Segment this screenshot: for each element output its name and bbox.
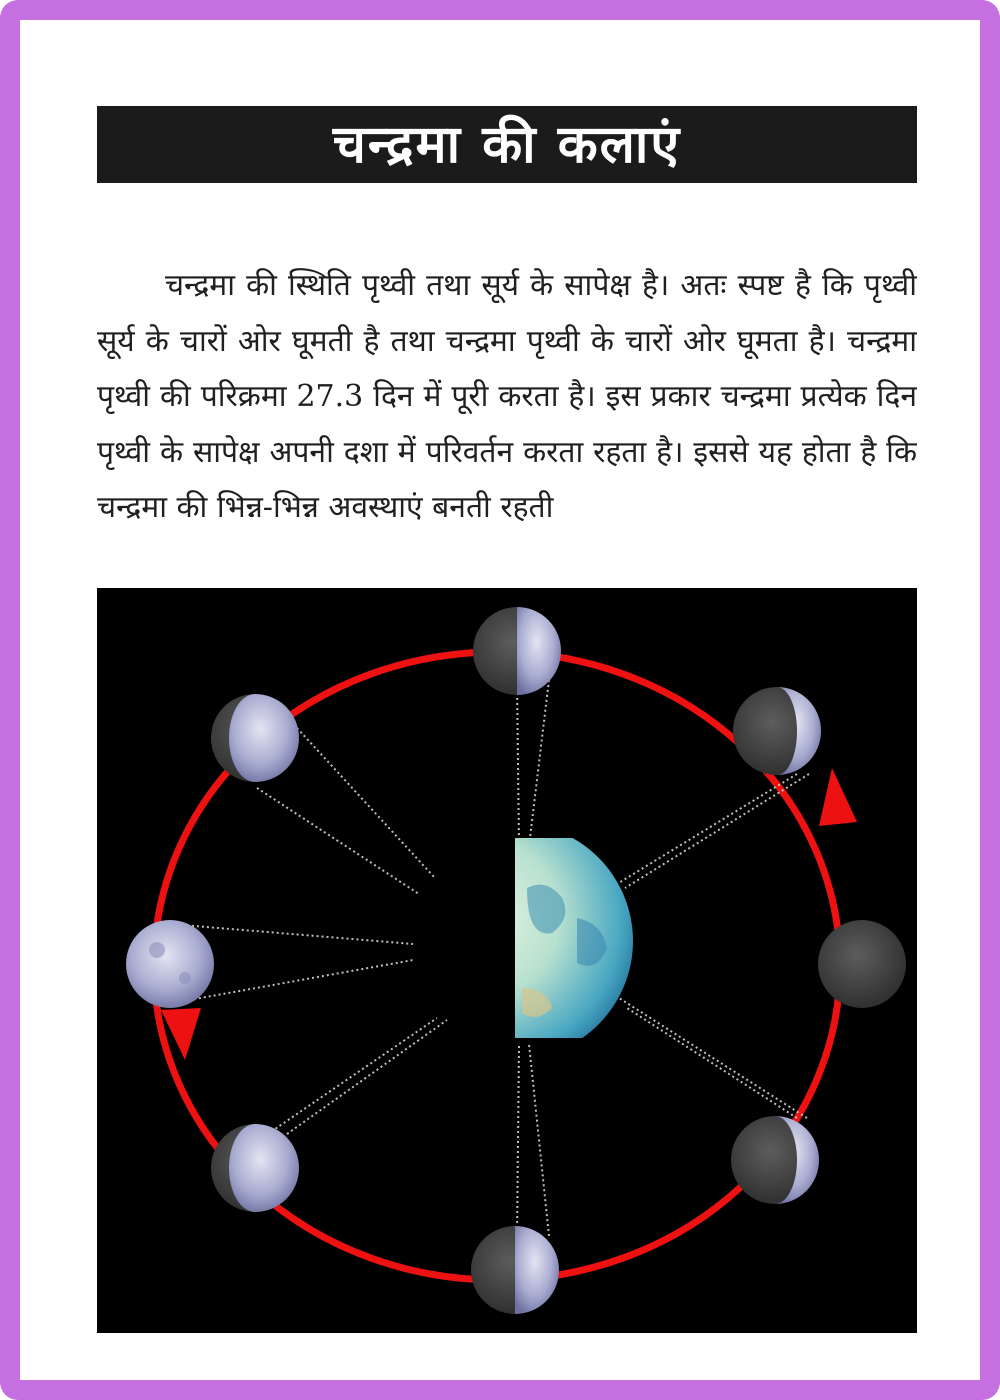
moon-bottom-quarter-icon — [471, 1226, 559, 1314]
moon-upper-left-gibbous-icon — [211, 694, 299, 782]
title-banner — [97, 106, 917, 183]
earth-icon — [397, 823, 633, 1059]
moon-waxing-crescent-icon — [733, 687, 821, 775]
moon-lower-right-crescent-icon — [731, 1116, 819, 1204]
moon-lower-left-gibbous-icon — [211, 1124, 299, 1212]
moon-first-quarter-icon — [473, 607, 561, 695]
orbit-arrow-upper-right-icon — [819, 768, 857, 826]
body-paragraph: चन्द्रमा की स्थिति पृथ्वी तथा सूर्य के सापेक्ष है। अतः स्पष्ट है कि पृथ्वी सूर्य के चारों ओर घूमती है तथा चन्द्रमा पृथ्वी के चारों ओर घूमता है। चन्द्रमा पृथ्वी की परिक्रमा 27.3 दिन में पूरी करता है। इस प्रकार चन्द्रमा प्रत्येक दिन पृथ्वी के सापेक्ष अपनी दशा में परिवर्तन करता रहता है। इससे यह होता है कि चन्द्रमा की भिन्न-भिन्न अवस्थाएं बनती रहती — [97, 268, 917, 525]
page-title: चन्द्रमा की कलाएं — [332, 114, 682, 175]
moon-new-icon — [818, 920, 906, 1008]
moon-phase-diagram — [97, 588, 917, 1333]
moon-full-icon — [126, 920, 214, 1008]
